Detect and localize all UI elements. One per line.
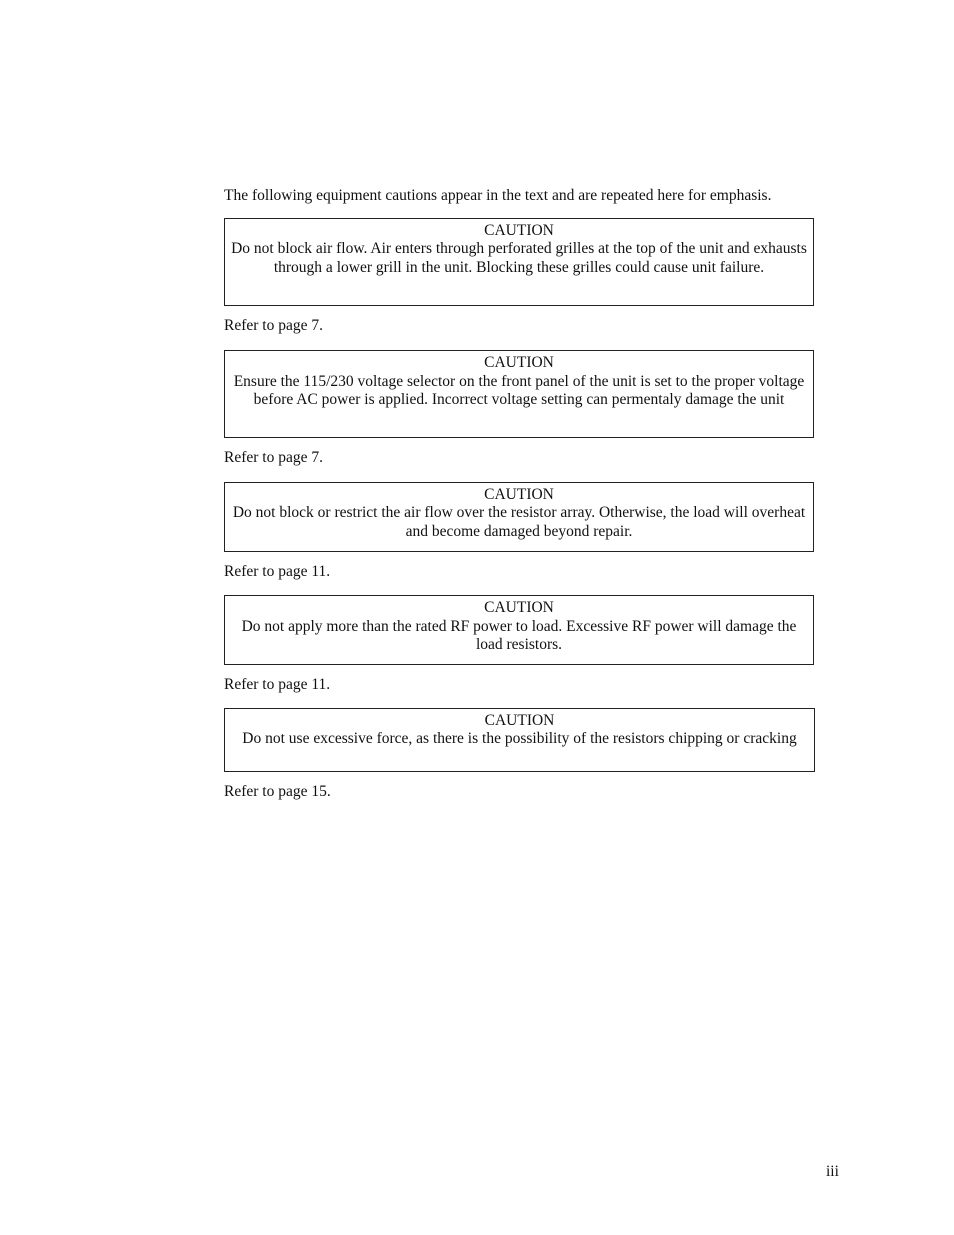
caution-box — [224, 708, 815, 772]
caution-title: CAUTION — [484, 711, 555, 729]
page-reference: Refer to page 11. — [224, 676, 331, 693]
caution-group-3 — [224, 482, 814, 582]
caution-title: CAUTION — [484, 485, 554, 503]
caution-body: Ensure the 115/230 voltage selector on the front panel of the unit is set to the proper voltage before AC power is applied. Incorrect voltage setting can permentaly damage the unit — [233, 372, 805, 408]
caution-group-4 — [224, 595, 814, 695]
caution-body: Do not block or restrict the air flow over the resistor array. Otherwise, the load will overheat and become damaged beyond repair. — [232, 504, 806, 540]
caution-group-1 — [224, 218, 814, 336]
caution-body: Do not block air flow. Air enters through perforated grilles at the top of the unit and exhausts through a lower grill in the unit. Blocking these grilles could cause unit failure. — [231, 240, 807, 276]
caution-title: CAUTION — [484, 221, 554, 239]
caution-group-5 — [224, 708, 814, 802]
caution-body: Do not apply more than the rated RF power to load. Excessive RF power will damage the load resistors. — [241, 617, 797, 653]
intro-paragraph: The following equipment cautions appear in the text and are repeated here for emphasis. — [224, 187, 772, 204]
page-reference: Refer to page 11. — [224, 562, 331, 580]
caution-box — [224, 595, 814, 665]
page-reference: Refer to page 7. — [224, 316, 323, 334]
caution-body: Do not use excessive force, as there is the possibility of the resistors chipping or cracking — [242, 730, 797, 747]
caution-box — [224, 350, 814, 438]
caution-title: CAUTION — [484, 354, 554, 371]
caution-box — [224, 218, 814, 306]
page-reference: Refer to page 7. — [224, 449, 323, 466]
cautions-section — [224, 187, 814, 801]
page-reference: Refer to page 15. — [224, 782, 331, 800]
caution-group-2 — [224, 350, 814, 468]
page-number: iii — [826, 1163, 839, 1180]
caution-title: CAUTION — [484, 599, 554, 616]
caution-box — [224, 482, 814, 552]
